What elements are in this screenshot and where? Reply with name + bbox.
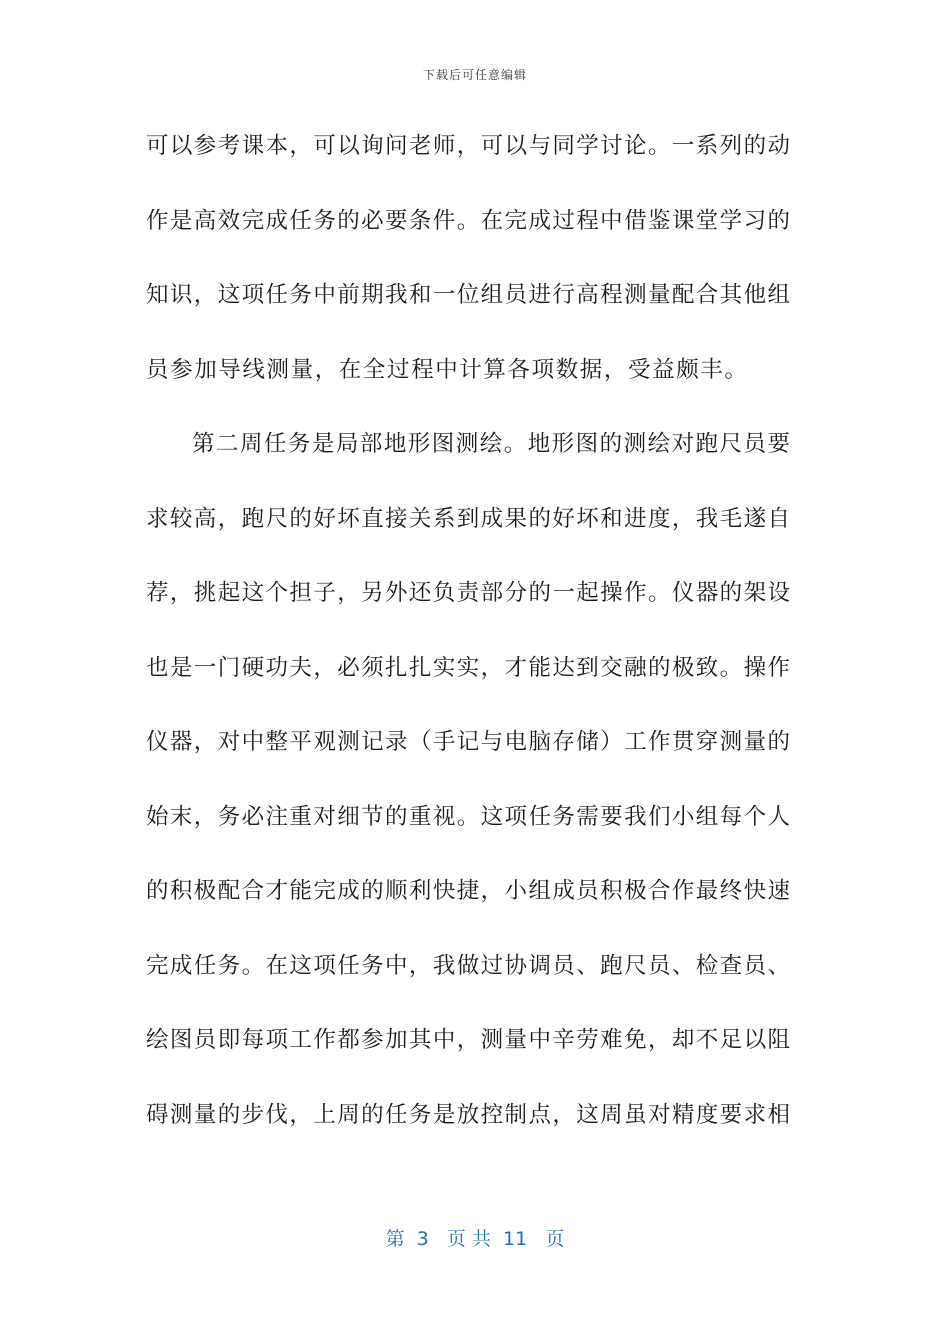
text-line: 的积极配合才能完成的顺利快捷，小组成员积极合作最终快速: [146, 878, 790, 904]
text-line: 碍测量的步伐，上周的任务是放控制点，这周虽对精度要求相: [146, 1101, 790, 1128]
document-body: [146, 122, 790, 1165]
paragraph-start-line: 第二周任务是局部地形图测绘。地形图的测绘对跑尺员要: [192, 431, 790, 457]
page-number-footer: 第 3 页 共 11 页: [385, 1228, 565, 1250]
text-line: 求较高，跑尺的好坏直接关系到成果的好坏和进度，我毛遂自: [146, 505, 790, 532]
text-line: 完成任务。在这项任务中，我做过协调员、跑尺员、检查员、: [146, 952, 790, 979]
header-note: 下载后可任意编辑: [422, 68, 527, 82]
text-line: 始末，务必注重对细节的重视。这项任务需要我们小组每个人: [146, 803, 790, 830]
text-line: 可以参考课本，可以询问老师，可以与同学讨论。一系列的动: [146, 133, 790, 159]
text-line: 知识，这项任务中前期我和一位组员进行高程测量配合其他组: [146, 282, 790, 308]
text-line: 员参加导线测量，在全过程中计算各项数据，受益颇丰。: [146, 356, 749, 383]
text-line: 绘图员即每项工作都参加其中，测量中辛劳难免，却不足以阻: [146, 1027, 790, 1053]
text-line: 作是高效完成任务的必要条件。在完成过程中借鉴课堂学习的: [146, 207, 790, 234]
text-line: 也是一门硬功夫，必须扎扎实实，才能达到交融的极致。操作: [146, 654, 790, 681]
text-line: 荐，挑起这个担子，另外还负责部分的一起操作。仪器的架设: [146, 580, 790, 606]
text-line: 仪器，对中整平观测记录（手记与电脑存储）工作贯穿测量的: [146, 729, 790, 755]
